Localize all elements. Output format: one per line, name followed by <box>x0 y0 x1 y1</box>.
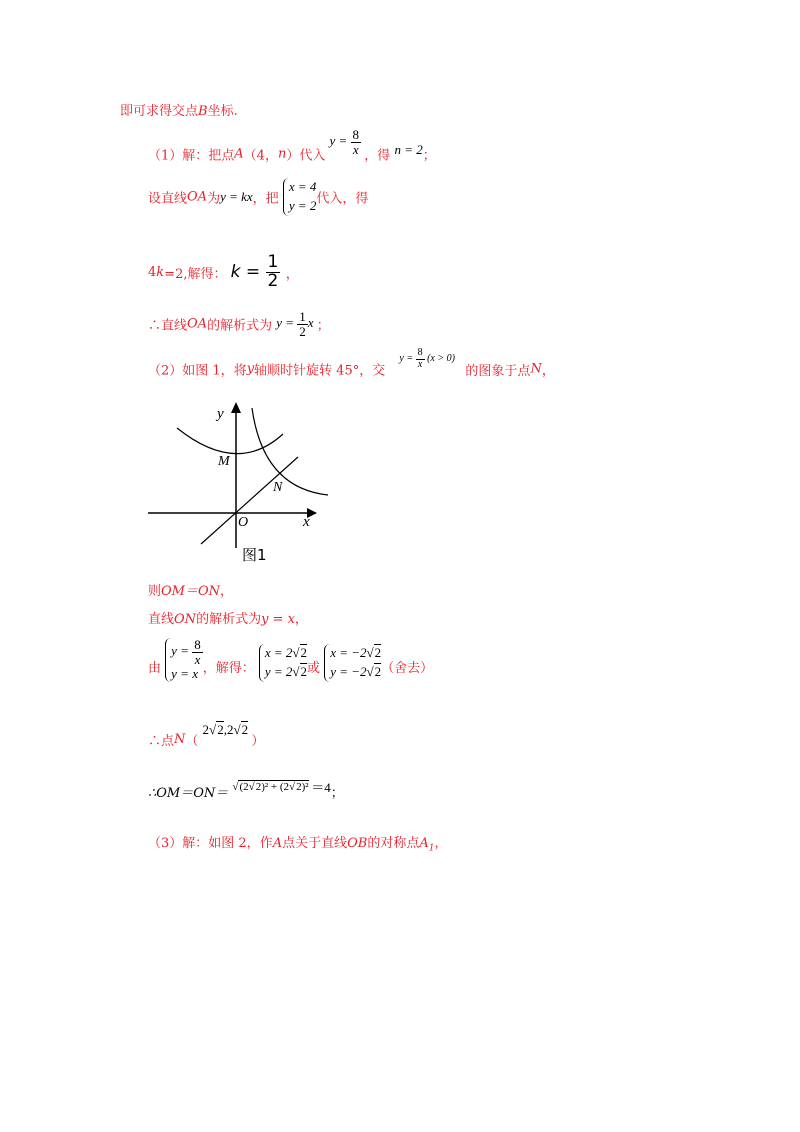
formula-k-half: k = $\frac{1}{2}$ <box>230 252 279 291</box>
y-axis-arrow <box>231 402 241 413</box>
label-x: x <box>303 514 310 530</box>
label-o: O <box>238 515 249 530</box>
var-n: n <box>277 146 287 162</box>
coord-close: ）代入 <box>286 148 326 164</box>
comma-de: ，得 <box>364 148 391 164</box>
line-on <box>201 457 298 544</box>
om-length-line: ∴OM＝ON＝ $^{√(2√2)^2 + (2√2)^2}$ ＝4； <box>148 780 344 801</box>
figure-1-graph <box>145 398 345 573</box>
system-x4-y2: x = 4 y = 2 <box>283 178 317 216</box>
formula-y-8x-cond: y = 8 x (x > 0) <box>399 347 455 370</box>
point-b: B <box>198 104 208 119</box>
part1-line4: ∴直线OA的解析式为 y = $\frac{1}{2}$ x ； <box>148 309 330 339</box>
point-n-line: ∴点N（ 2√2,2√2 ） <box>148 721 265 749</box>
point-n-coords: 2√2,2√2 <box>202 721 249 737</box>
intro-end: 坐标. <box>207 104 238 119</box>
om-on-line: 则OM＝ON， <box>148 584 234 599</box>
system-solution-negative: x = −2√2 y = −2√2 <box>324 644 381 682</box>
formula-y-8-over-x: y = $\frac{8}{x}$ <box>329 127 360 157</box>
formula-y-half-x: y = $\frac{1}{2}$ x <box>276 309 314 339</box>
label-y: y <box>217 406 224 422</box>
distance-formula: √(2√2)² + (2√2)² <box>232 780 309 793</box>
point-a: A <box>234 146 244 162</box>
part3-line: （3）解：如图 2，作A点关于直线OB的对称点$A_1$， <box>148 836 448 854</box>
label-n: N <box>273 480 283 495</box>
figure-caption: 图1 <box>242 546 267 564</box>
part1-line: （1）解：把点A（4，n）代入 y = $\frac{8}{x}$ ，得 n = 2； <box>148 127 436 164</box>
result-n-2: n = 2 <box>394 142 423 158</box>
intro-text: 即可求得交点 <box>120 104 199 119</box>
system-solution-positive: x = 2√2 y = 2√2 <box>259 644 307 682</box>
part1-label: （1）解：把点 <box>148 148 235 164</box>
coord-open: （4， <box>243 148 278 164</box>
intro-line <box>120 100 238 119</box>
line-oa: OA <box>187 189 208 205</box>
part1-line2: 设直线OA为y = kx，把 x = 4 y = 2 代入，得 <box>148 178 368 216</box>
part2-line: （2）如图 1，将y轴顺时针旋转 45°，交 $^{y = \frac{8}{x} (x > 0)}$ 的图象于点N， <box>148 347 555 379</box>
solve-systems-line: 由 y = $\frac{8}{x}$ y = x ，解得： x = 2√2 y = 2√2 或 x = −2√2 y = −2√2 （舍去） <box>148 637 434 682</box>
on-equation-line: 直线ON的解析式为y = x， <box>148 612 308 627</box>
figure-1 <box>145 398 345 573</box>
system-hyperbola-line: y = $\frac{8}{x}$ y = x <box>165 638 203 682</box>
part1-line3: 4k=2,解得： k = $\frac{1}{2}$ ， <box>148 252 299 291</box>
rotated-curve <box>177 428 283 454</box>
formula-y-kx: y = kx <box>220 188 253 204</box>
hyperbola-curve <box>252 408 328 495</box>
label-m: M <box>218 454 230 469</box>
